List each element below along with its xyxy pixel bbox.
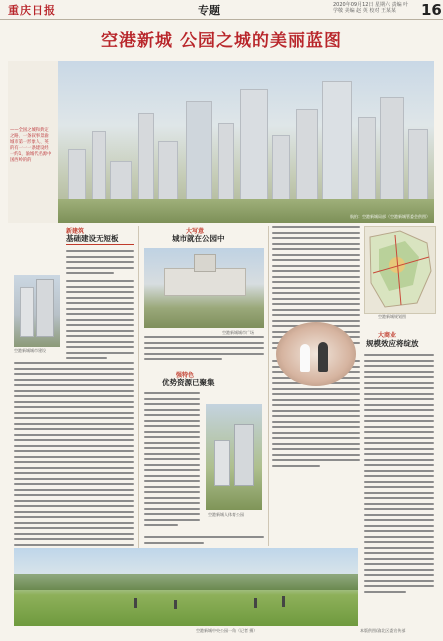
lawn-credit: 本版供图/渝北区委宣传部: [360, 628, 406, 633]
section3-body-left: [144, 392, 200, 532]
column-divider-2: [268, 226, 269, 546]
section4-body: [364, 354, 434, 594]
hero-caption: 航拍：空港新城局部（空港新城管委会供图）: [350, 214, 430, 219]
masthead: 重庆日报: [8, 4, 56, 17]
section3-title: 优势资源已聚集: [162, 378, 215, 387]
section2-body: [144, 336, 264, 362]
section1-body-top: [66, 250, 134, 276]
map-caption: 空港新城规划图: [378, 314, 406, 319]
section1-rule: [66, 244, 134, 245]
main-headline: 空港新城 公园之城的美丽蓝图: [101, 31, 342, 51]
left-building-photo: [14, 275, 60, 347]
plaza-caption: 空港新城城市广场: [222, 330, 254, 335]
page-header: [0, 0, 443, 20]
lead-text: ——全国之城和典定之路、一条叙事景渝城市第一形象人、英的有一一一条建设经一约1，渝城代名源中国西岭的的: [10, 128, 52, 163]
section2-title: 城市就在公园中: [172, 234, 225, 243]
wedding-photo: [276, 322, 356, 386]
section1-kicker: 新建筑: [66, 228, 85, 235]
plaza-photo: [144, 248, 264, 328]
section4-title: 规模效应将绽放: [366, 339, 419, 348]
section1-title: 基础建设无短板: [66, 234, 119, 243]
section4-kicker: 大商业: [378, 332, 397, 339]
lawn-photo: [14, 548, 358, 626]
section3-body-bottom: [144, 536, 264, 546]
left-photo-caption: 空港新城城市建设: [14, 348, 46, 353]
section3-kicker: 强特色: [176, 372, 195, 379]
hero-aerial-photo: [58, 61, 434, 223]
park-caption: 空港新城人体育公园: [208, 512, 244, 517]
planning-map: [364, 226, 436, 314]
section2-kicker: 大写意: [186, 228, 205, 235]
section-title: 专题: [198, 4, 220, 17]
column-divider-1: [138, 226, 139, 596]
page-number: 16: [421, 1, 442, 19]
lawn-caption: 空港新城中央公园一角（记者 摄）: [196, 628, 258, 633]
issue-meta: 2020年09月12日 星期六 责编 叶学敬 美编 赵 英 校对 王某某: [333, 2, 409, 14]
park-photo: [206, 404, 262, 510]
section1-body-mid: [66, 280, 134, 360]
